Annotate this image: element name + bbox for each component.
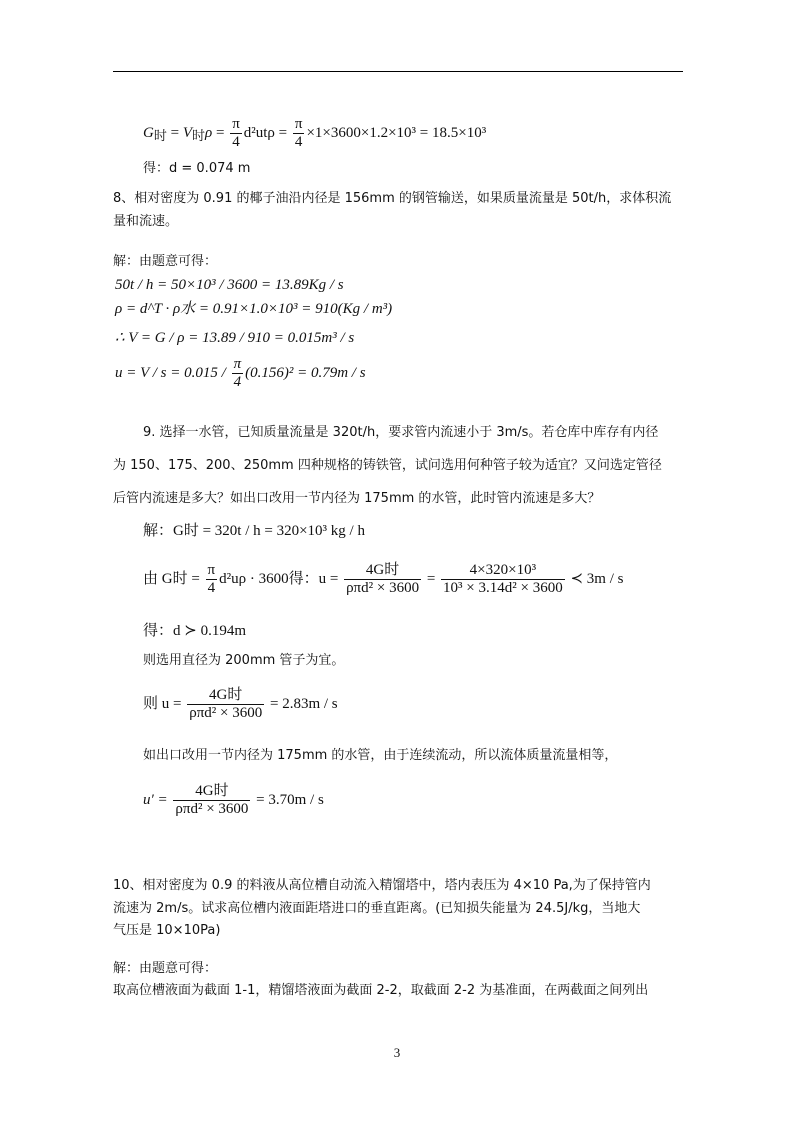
q9-text-line3: 后管内流速是多大？如出口改用一节内径为 175mm 的水管，此时管内流速是多大？ — [113, 491, 601, 506]
q8-text-line2: 量和流速。 — [113, 214, 179, 229]
q9-derivation: 由 G时 = $\frac{\pi}{4}$ d²uρ · 3600得：u = $\frac{\text{4G时}}{\text{ρπd² × 3600}}$ = $\frac{\text{4×320×10³}}{\text{10³ × 3.14d² × 3600}}$ ≺ 3m / s — [143, 562, 624, 596]
q8-equation-3: ∴ V = G / ρ = 13.89 / 910 = 0.015m³ / s — [115, 330, 355, 346]
q9-text-line1: 9. 选择一水管，已知质量流量是 320t/h，要求管内流速小于 3m/s。若仓库中库存有内径 — [143, 425, 659, 440]
q10-solution-label: 解：由题意可得： — [113, 961, 218, 976]
q10-text-line2: 流速为 2m/s。试求高位槽内液面距塔进口的垂直距离。(已知损失能量为 24.5J/kg，当地大 — [113, 901, 641, 916]
q10-text-line3: 气压是 10×10Pa) — [113, 923, 221, 938]
equation-mass-flow: $G_时 = V_时\rho$ = $\frac{\pi}{4}$ d²utρ = $\frac{\pi}{4}$ ×1×3600×1.2×10³ = 18.5×10³ — [143, 116, 487, 150]
page-number: 3 — [393, 1045, 401, 1060]
q9-velocity-equation: 则 u = $\frac{\text{4G时}}{\text{ρπd² × 3600}}$ = 2.83m / s — [143, 687, 338, 721]
q9-outlet-velocity: u′ = $\frac{\text{4G时}}{\text{ρπd² × 3600}}$ = 3.70m / s — [143, 783, 324, 817]
q9-result-diameter: 得：d ≻ 0.194m — [143, 623, 246, 639]
q10-solution-line2: 取高位槽液面为截面 1-1，精馏塔液面为截面 2-2，取截面 2-2 为基准面，在两截面之间列出 — [113, 983, 649, 998]
q9-choice: 则选用直径为 200mm 管子为宜。 — [143, 653, 345, 668]
q8-solution-label: 解：由题意可得： — [113, 254, 218, 269]
q10-text-line1: 10、相对密度为 0.9 的料液从高位槽自动流入精馏塔中，塔内表压为 4×10 Pa,为了保持管内 — [113, 878, 651, 893]
q8-equation-4: u = V / s = 0.015 / $\frac{\pi}{4}$ (0.156)² = 0.79m / s — [115, 356, 366, 390]
q9-text-line2: 为 150、175、200、250mm 四种规格的铸铁管，试问选用何种管子较为适宜？又问选定管径 — [113, 458, 662, 473]
header-rule — [113, 71, 683, 72]
q9-solution: 解：G时 = 320t / h = 320×10³ kg / h — [143, 523, 365, 539]
q9-outlet-text: 如出口改用一节内径为 175mm 的水管，由于连续流动，所以流体质量流量相等， — [143, 748, 618, 763]
q8-text-line1: 8、相对密度为 0.91 的椰子油沿内径是 156mm 的钢管输送，如果质量流量是 50t/h，求体积流 — [113, 191, 672, 206]
result-diameter: 得：d = 0.074 m — [143, 161, 251, 176]
q8-equation-2: ρ = d^T · ρ水 = 0.91×1.0×10³ = 910(Kg / m³) — [115, 301, 393, 317]
q8-equation-1: 50t / h = 50×10³ / 3600 = 13.89Kg / s — [115, 277, 344, 293]
